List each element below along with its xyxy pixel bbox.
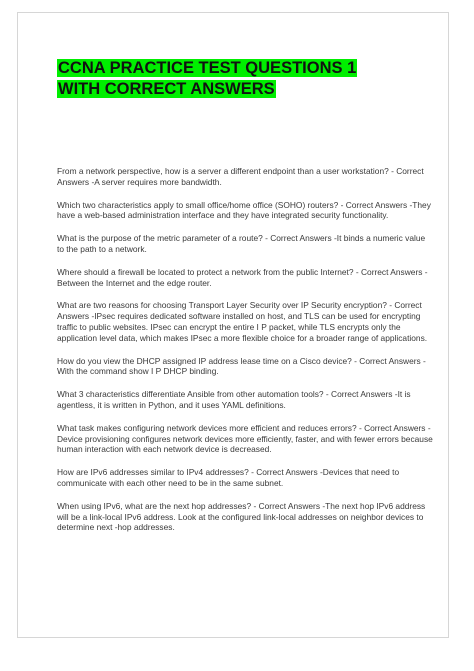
document-title-line-2: WITH CORRECT ANSWERS <box>58 80 275 98</box>
qa-item: How are IPv6 addresses similar to IPv4 addresses? - Correct Answers -Devices that need to communicate with each other need to be in the same subnet. <box>57 467 400 488</box>
qa-item: What are two reasons for choosing Transport Layer Security over IP Security encryption? - Correct Answers -IPsec requires dedicated software installed on host, and TLS can be used for encrypting traffic to public websites. IPsec can encrypt the entire I P packet, while TLS encrypts only the application level data, which makes IPsec a more flexible choice for a broader range of applications. <box>57 300 428 343</box>
document-title-line-1: CCNA PRACTICE TEST QUESTIONS 1 <box>58 59 357 77</box>
qa-item: When using IPv6, what are the next hop addresses? - Correct Answers -The next hop IPv6 address will be a link-local IPv6 address. Look at the configured link-local addresses on neighbor devices to determine next -hop addresses. <box>57 500 426 533</box>
qa-item: Which two characteristics apply to small office/home office (SOHO) routers? - Correct Answers -They have a web-based administration interface and they have integrated security functionality. <box>57 199 431 221</box>
qa-item: How do you view the DHCP assigned IP address lease time on a Cisco device? - Correct Answers -With the command show I P DHCP binding. <box>57 355 426 377</box>
question-answer-list <box>57 166 433 545</box>
document-title <box>57 58 357 100</box>
qa-item: What task makes configuring network devices more efficient and reduces errors? - Correct Answers -Device provisioning configures network devices more efficiently, faster, and with fewer errors because human interaction with each network device is decreased. <box>57 422 433 455</box>
qa-item: From a network perspective, how is a server a different endpoint than a user workstation? - Correct Answers -A server requires more bandwidth. <box>57 166 424 187</box>
qa-item: What is the purpose of the metric parameter of a route? - Correct Answers -It binds a numeric value to the path to a network. <box>57 233 426 254</box>
qa-item: What 3 characteristics differentiate Ansible from other automation tools? - Correct Answers -It is agentless, it is written in Python, and it uses YAML definitions. <box>57 389 411 410</box>
qa-item: Where should a firewall be located to protect a network from the public Internet? - Correct Answers -Between the Internet and the edge router. <box>57 266 428 288</box>
